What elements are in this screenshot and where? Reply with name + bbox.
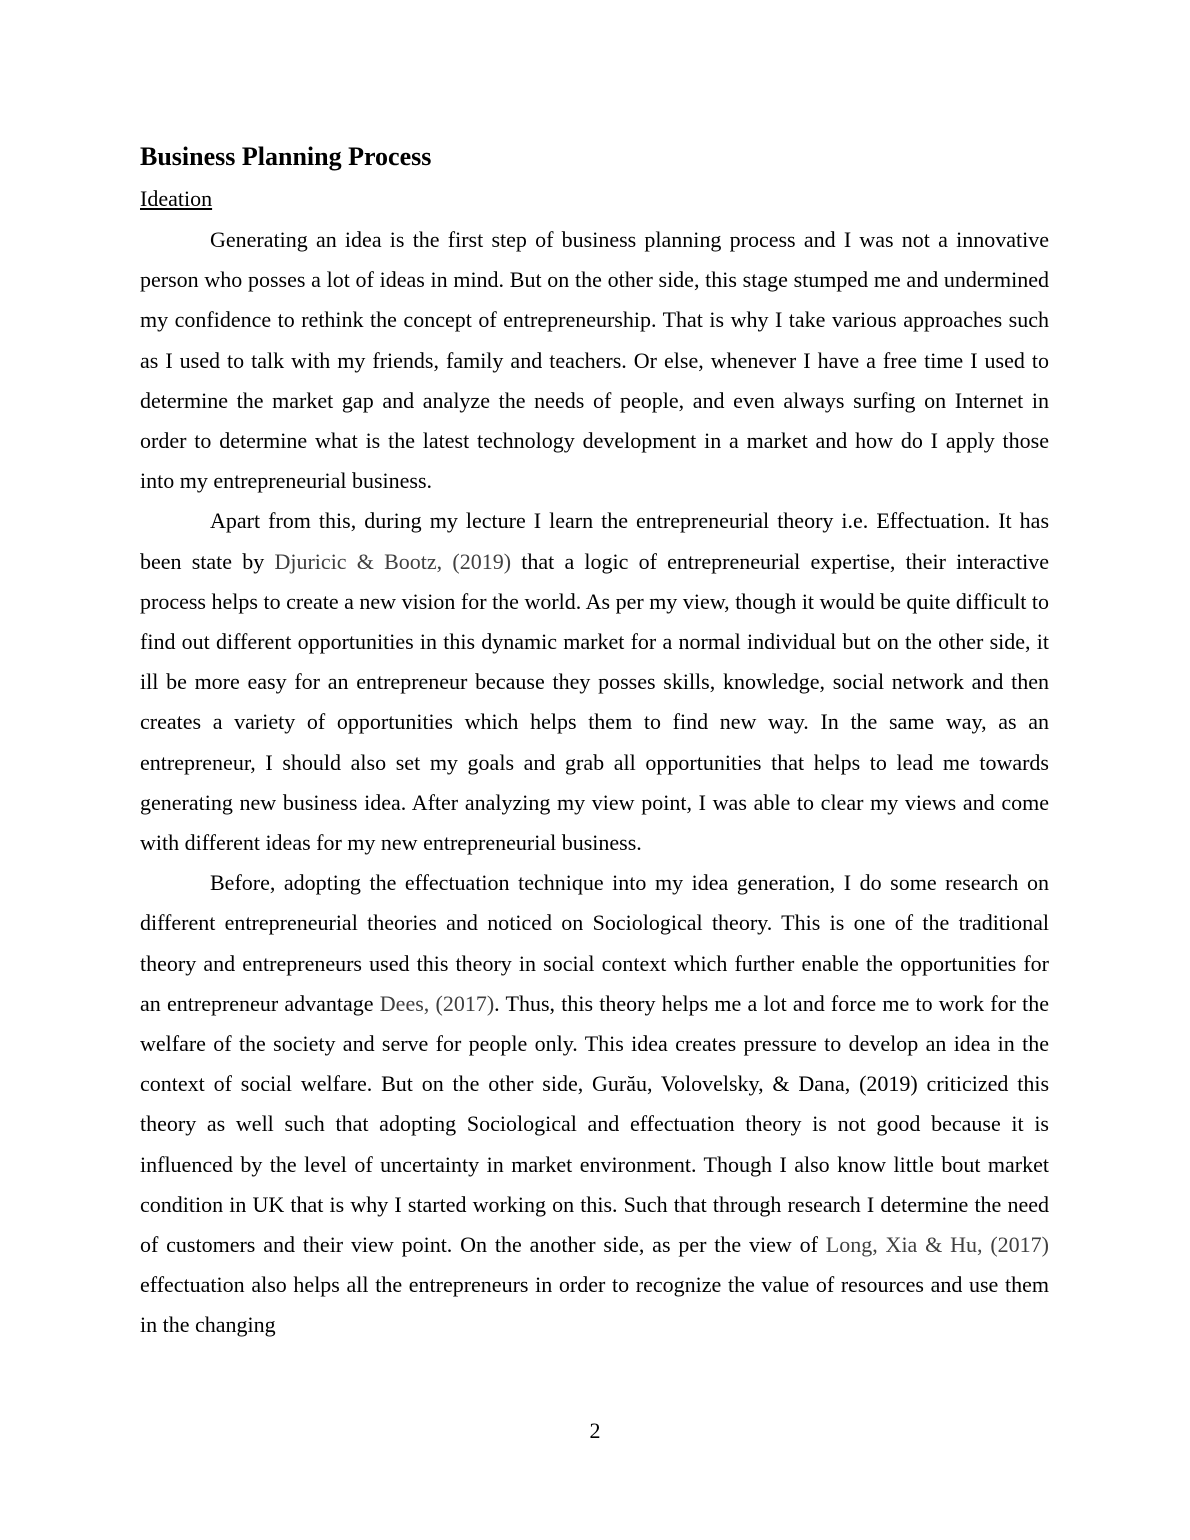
paragraph-3 [140,863,1049,1345]
paragraph-1-text: Generating an idea is the first step of business planning process and I was not a innovative person who posses a lot of ideas in mind. But on the other side, this stage stumped me and undermined my confidence to rethink the concept of entrepreneurship. That is why I take various approaches such as I used to talk with my friends, family and teachers. Or else, whenever I have a free time I used to determine the market gap and analyze the needs of people, and even always surfing on Internet in order to determine what is the latest technology development in a market and how do I apply those into my entrepreneurial business. [140,227,1049,494]
page-content [140,140,1049,1346]
citation-dees: Dees, (2017) [379,990,495,1016]
citation-long-xia-hu: Long, Xia & Hu, (2017) [825,1232,1050,1258]
paragraph-3-text-b: . Thus, this theory helps me a lot and force me to work for the welfare of the society and serve for people only. This idea creates pressure to develop an idea in the context of social welfare. But on the other side, Gurău, Volovelsky, & Dana, (2019) criticized this theory as well such that adopting Sociological and effectuation theory is not good because it is influenced by the level of uncertainty in market environment. Though I also know little bout market condition in UK that is why I started working on this. Such that through research I determine the need of customers and their view point. On the another side, as per the view of [140,990,1050,1258]
paragraph-2-text-b: that a logic of entrepreneurial expertise, their interactive process helps to create a new vision for the world. As per my view, though it would be quite difficult to find out different opportunities in this dynamic market for a normal individual but on the other side, it ill be more easy for an entrepreneur because they posses skills, knowledge, social network and then creates a variety of opportunities which helps them to find new way. In the same way, as an entrepreneur, I should also set my goals and grab all opportunities that helps to lead me towards generating new business idea. After analyzing my view point, I was able to clear my views and come with different ideas for my new entrepreneurial business. [140,548,1049,856]
paragraph-1 [140,220,1049,501]
paragraph-3-text-c: effectuation also helps all the entrepreneurs in order to recognize the value of resources and use them in the changing [140,1272,1049,1338]
paragraph-3-text-a: Before, adopting the effectuation technique into my idea generation, I do some research on different entrepreneurial theories and noticed on Sociological theory. This is one of the traditional theory and entrepreneurs used this theory in social context which further enable the opportunities for an entrepreneur advantage [140,870,1049,1016]
section-heading: Business Planning Process [140,142,432,171]
paragraph-2 [140,501,1049,863]
page-number: 2 [589,1418,601,1443]
citation-djuricic-bootz: Djuricic & Bootz, (2019) [274,548,512,574]
subsection-heading: Ideation [140,186,213,211]
paragraph-2-text-a: Apart from this, during my lecture I learn the entrepreneurial theory i.e. Effectuation. It has been state by [140,508,1049,574]
